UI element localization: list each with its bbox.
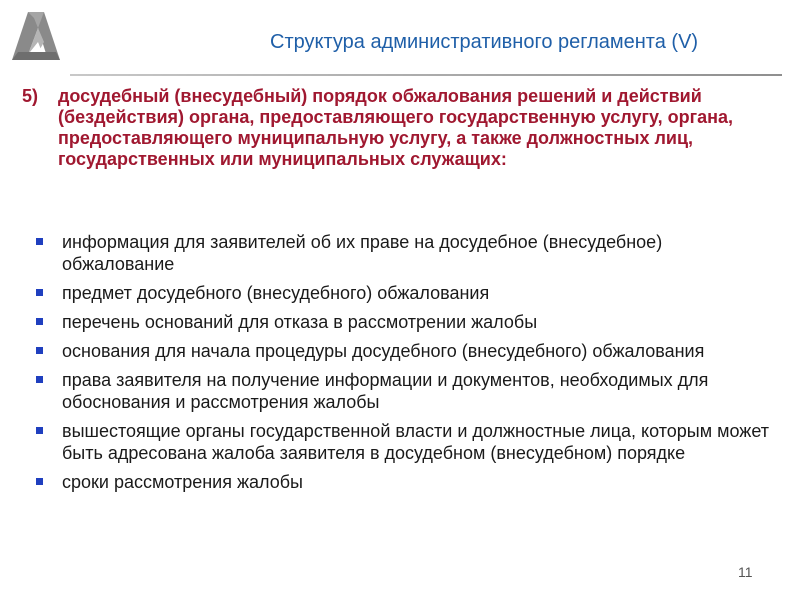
- square-bullet-icon: [36, 376, 43, 383]
- section-number: 5): [22, 86, 39, 106]
- section-heading: досудебный (внесудебный) порядок обжалования решений и действий (бездействия) органа, предоставляющего государственную услугу, органа, предоставляющего муниципальную услугу, а также должностных лиц, государственных или муниципальных служащих:: [58, 86, 734, 169]
- square-bullet-icon: [36, 347, 43, 354]
- bullet-text: вышестоящие органы государственной власти и должностные лица, которым может быть адресована жалоба заявителя в досудебном (внесудебном) порядке: [62, 421, 769, 463]
- page-number: 11: [738, 564, 753, 580]
- bullet-list: [36, 231, 776, 500]
- square-bullet-icon: [36, 238, 43, 245]
- bullet-text: основания для начала процедуры досудебного (внесудебного) обжалования: [62, 341, 705, 361]
- bullet-item: [36, 420, 776, 464]
- bullet-item: [36, 471, 776, 493]
- bullet-item: [36, 231, 776, 275]
- square-bullet-icon: [36, 478, 43, 485]
- header-divider: [70, 74, 782, 76]
- square-bullet-icon: [36, 289, 43, 296]
- page-title: Структура административного регламента (V): [270, 31, 699, 53]
- bullet-item: [36, 282, 776, 304]
- triangle-logo-icon: [8, 8, 64, 64]
- bullet-text: предмет досудебного (внесудебного) обжалования: [62, 283, 490, 303]
- bullet-item: [36, 311, 776, 333]
- bullet-text: перечень оснований для отказа в рассмотрении жалобы: [62, 312, 538, 332]
- square-bullet-icon: [36, 318, 43, 325]
- bullet-item: [36, 340, 776, 362]
- bullet-text: сроки рассмотрения жалобы: [62, 472, 303, 492]
- bullet-text: информация для заявителей об их праве на досудебное (внесудебное) обжалование: [62, 232, 663, 274]
- bullet-item: [36, 369, 776, 413]
- bullet-text: права заявителя на получение информации и документов, необходимых для обоснования и рассмотрения жалобы: [62, 370, 709, 412]
- square-bullet-icon: [36, 427, 43, 434]
